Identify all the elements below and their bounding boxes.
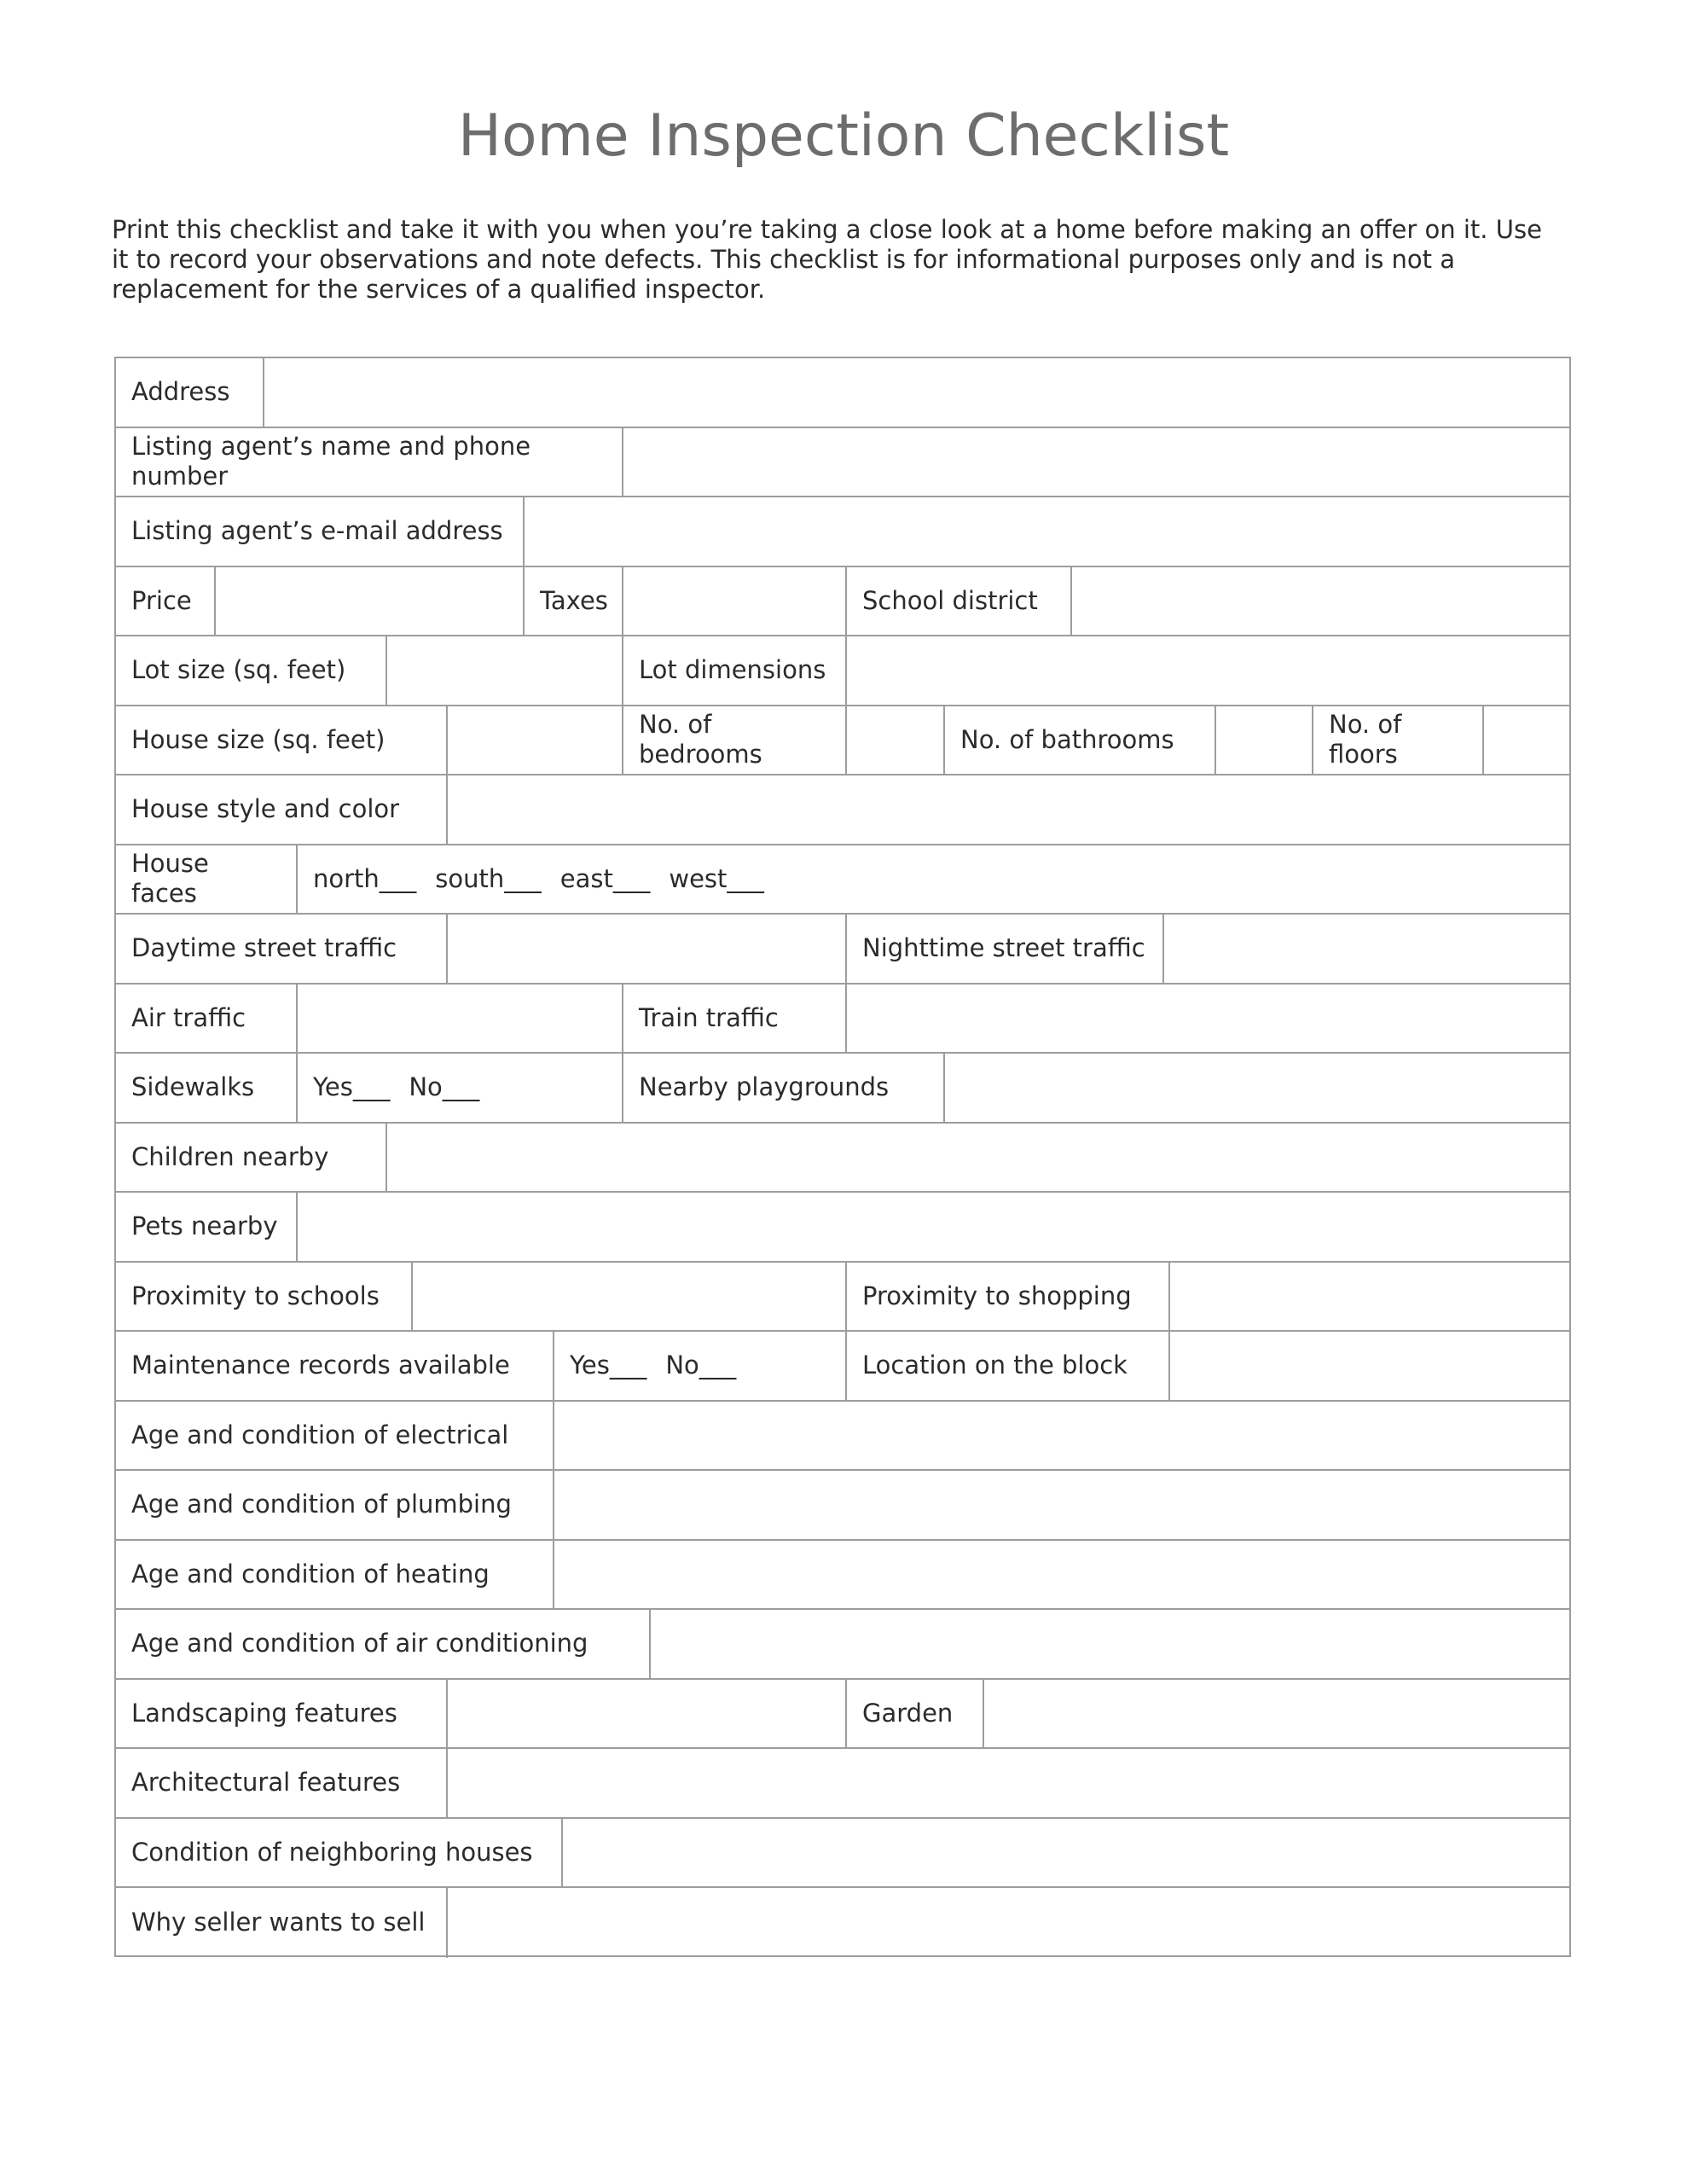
row-proximity [116,1263,1569,1333]
input-neighboring[interactable] [561,1819,1569,1887]
row-architectural [116,1749,1569,1819]
label-daytime-traffic: Daytime street traffic [131,933,397,963]
input-schools[interactable] [411,1263,845,1331]
row-address [116,358,1569,428]
label-sidewalks: Sidewalks [131,1072,255,1102]
input-house-style[interactable] [446,775,1569,844]
label-floors: No. of floors [1312,706,1482,775]
input-lot-size[interactable] [386,636,622,705]
intro-text: Print this checklist and take it with you when you’re taking a close look at a home before making an offer on it. Use it to record your observations and note defects. This checklist is for informational purposes only and is not a replacement for the services of a qualified inspector. [112,215,1542,304]
row-air-conditioning [116,1610,1569,1680]
option-maintenance-yes[interactable]: Yes___ [570,1350,647,1380]
row-why-sell [116,1888,1569,1958]
input-lot-dimensions[interactable] [845,636,1569,705]
input-agent-email[interactable] [523,497,1569,566]
row-air-train-traffic [116,985,1569,1054]
row-price [116,567,1569,637]
label-air-conditioning: Age and condition of air conditioning [131,1629,588,1658]
label-taxes: Taxes [523,567,622,636]
row-house-size [116,706,1569,776]
row-electrical [116,1402,1569,1472]
input-bathrooms[interactable] [1215,706,1312,775]
option-south[interactable]: south___ [435,863,542,893]
label-house-size: House size (sq. feet) [131,724,386,754]
input-air-conditioning[interactable] [649,1610,1569,1678]
page-title: Home Inspection Checklist [457,102,1230,170]
option-sidewalks-no[interactable]: No___ [409,1072,480,1102]
label-electrical: Age and condition of electrical [131,1420,509,1449]
option-west[interactable]: west___ [669,863,764,893]
input-pets[interactable] [296,1193,1569,1261]
label-lot-dimensions: Lot dimensions [622,636,845,705]
input-location-block[interactable] [1168,1332,1569,1400]
row-heating [116,1541,1569,1611]
label-school-district: School district [845,567,1070,636]
input-agent-name-phone[interactable] [622,428,1569,497]
label-architectural: Architectural features [131,1768,401,1798]
input-price[interactable] [214,567,523,636]
input-why-sell[interactable] [446,1888,1569,1958]
label-heating: Age and condition of heating [131,1559,490,1589]
row-maintenance [116,1332,1569,1402]
label-landscaping: Landscaping features [131,1698,397,1728]
label-house-faces: House faces [131,849,209,909]
row-lot [116,636,1569,706]
label-plumbing: Age and condition of plumbing [131,1490,512,1519]
label-agent-name-phone: Listing agent’s name and phone number [131,432,531,491]
label-children: Children nearby [131,1141,329,1171]
inspection-form [114,357,1571,1957]
option-east[interactable]: east___ [559,863,651,893]
row-children [116,1124,1569,1194]
label-air-traffic: Air traffic [131,1002,246,1032]
input-nighttime-traffic[interactable] [1162,915,1569,983]
sidewalks-options [296,1054,622,1122]
input-heating[interactable] [553,1541,1569,1609]
label-pets: Pets nearby [131,1211,278,1241]
input-plumbing[interactable] [553,1471,1569,1539]
input-landscaping[interactable] [446,1680,845,1748]
option-maintenance-no[interactable]: No___ [665,1350,737,1380]
row-plumbing [116,1471,1569,1541]
label-house-style: House style and color [131,794,400,824]
label-bathrooms: No. of bathrooms [943,706,1215,775]
label-neighboring: Condition of neighboring houses [131,1837,533,1867]
row-pets [116,1193,1569,1263]
input-school-district[interactable] [1070,567,1569,636]
option-north[interactable]: north___ [313,863,417,893]
label-why-sell: Why seller wants to sell [131,1908,426,1937]
row-agent-email [116,497,1569,567]
row-sidewalks [116,1054,1569,1124]
label-lot-size: Lot size (sq. feet) [131,655,346,685]
option-sidewalks-yes[interactable]: Yes___ [313,1072,391,1102]
label-playgrounds: Nearby playgrounds [622,1054,943,1122]
label-agent-email: Listing agent’s e-mail address [131,516,503,546]
input-children[interactable] [386,1124,1569,1192]
input-daytime-traffic[interactable] [446,915,845,983]
input-address[interactable] [263,358,1569,427]
label-garden: Garden [845,1680,983,1748]
label-bedrooms: No. of bedrooms [622,706,845,775]
input-bedrooms[interactable] [845,706,943,775]
row-house-style [116,775,1569,845]
input-train-traffic[interactable] [845,985,1569,1053]
label-train-traffic: Train traffic [622,985,845,1053]
label-price: Price [131,585,192,615]
row-agent-name [116,428,1569,498]
label-location-block: Location on the block [845,1332,1168,1400]
input-taxes[interactable] [622,567,845,636]
row-landscaping [116,1680,1569,1750]
label-schools: Proximity to schools [131,1281,380,1310]
house-faces-options [296,845,1569,914]
label-shopping: Proximity to shopping [845,1263,1168,1331]
input-garden[interactable] [983,1680,1569,1748]
input-shopping[interactable] [1168,1263,1569,1331]
label-maintenance: Maintenance records available [131,1350,510,1380]
input-playgrounds[interactable] [943,1054,1569,1122]
input-house-size[interactable] [446,706,622,775]
input-floors[interactable] [1482,706,1569,775]
input-electrical[interactable] [553,1402,1569,1470]
label-address: Address [131,377,230,407]
row-neighboring [116,1819,1569,1889]
label-nighttime-traffic: Nighttime street traffic [845,915,1162,983]
row-street-traffic [116,915,1569,985]
input-architectural[interactable] [446,1749,1569,1817]
input-air-traffic[interactable] [296,985,622,1053]
maintenance-options [553,1332,845,1400]
row-house-faces [116,845,1569,915]
